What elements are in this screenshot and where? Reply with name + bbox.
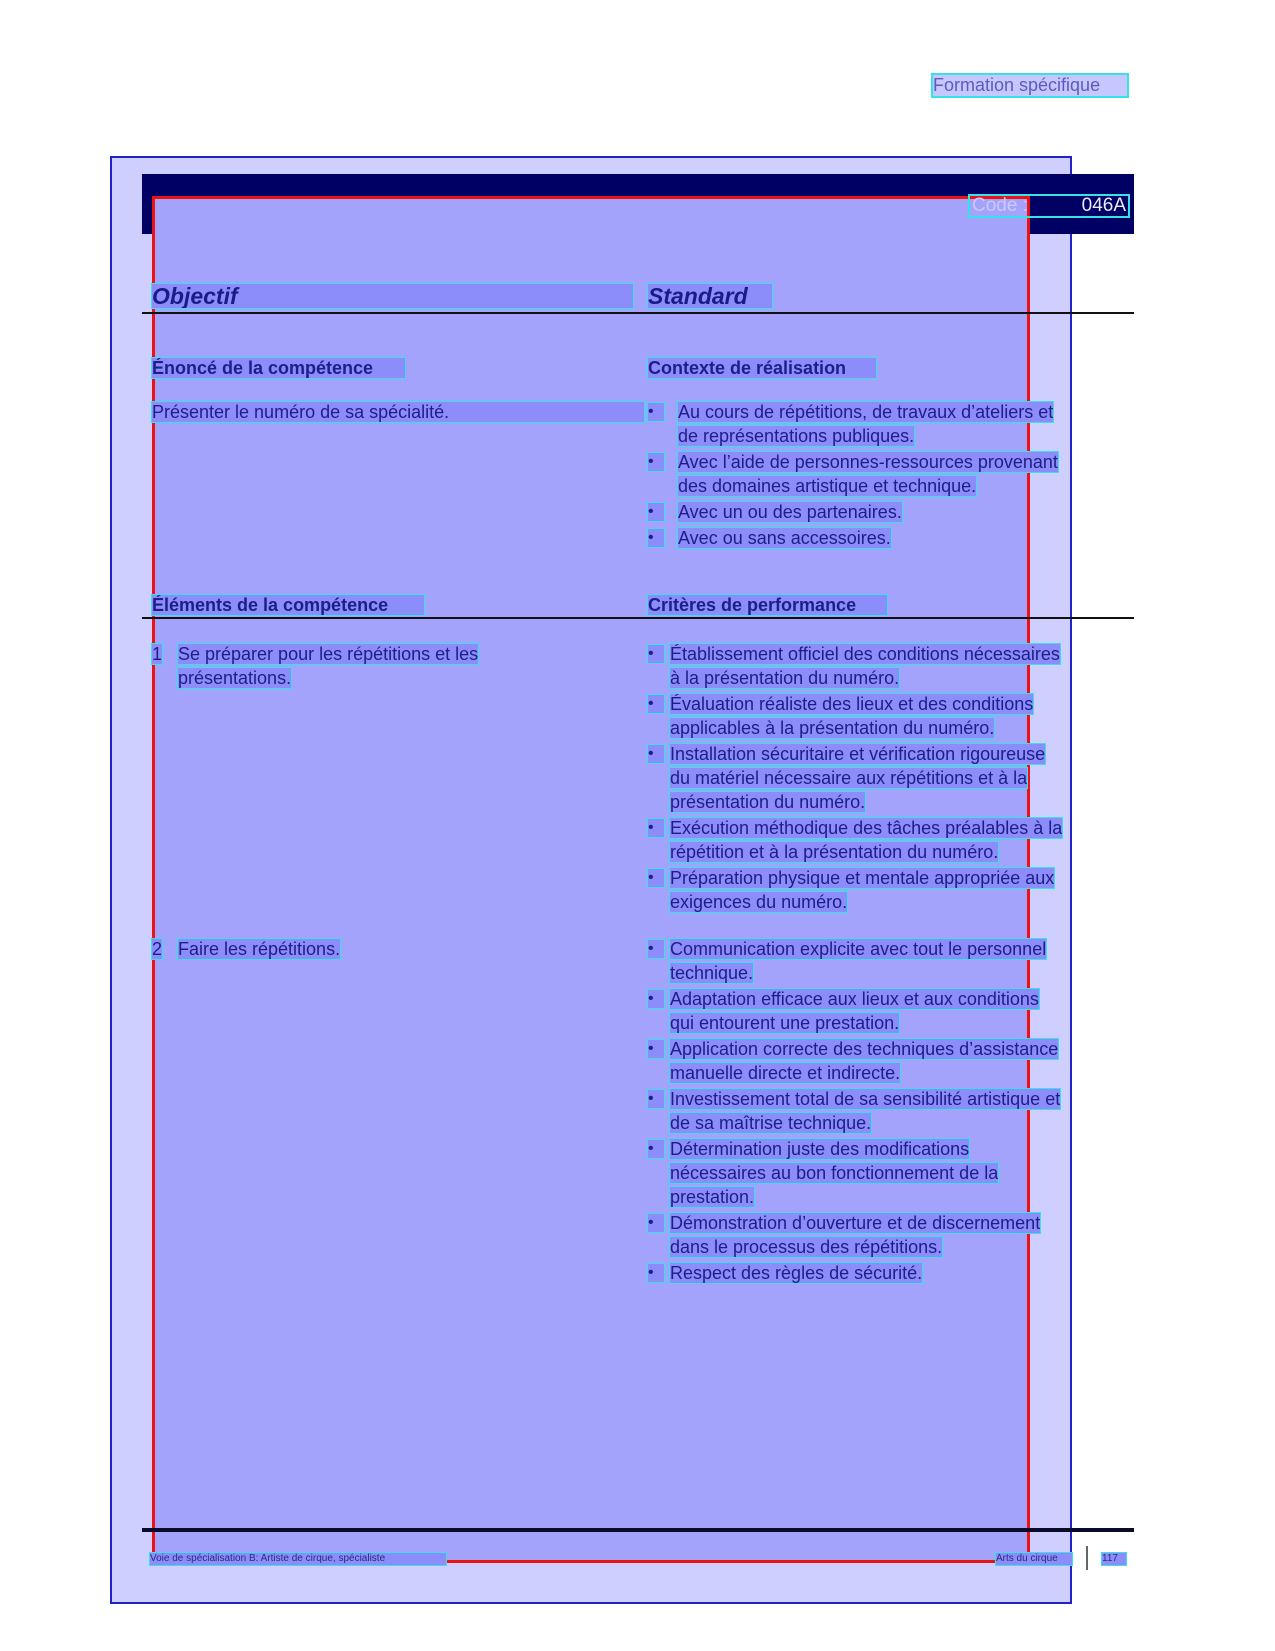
bullet-item [648,1263,1128,1287]
bullet-text-line: Avec un ou des partenaires. [678,502,902,522]
bullet-item [648,1089,1128,1137]
code-label: Code : [972,195,1028,216]
context-list [648,402,1118,552]
element-item [152,644,644,690]
code-row [970,196,1128,216]
bullet-text-line: Avec ou sans accessoires. [678,528,891,548]
bullet-text-line: répétition et à la présentation du numéro. [670,842,999,862]
bullet-text-line: des domaines artistique et technique. [678,476,977,496]
bullet-text-line: Au cours de répétitions, de travaux d’ateliers et [678,402,1054,422]
bullet-icon: • [648,403,664,421]
bullet-text-line: Avec l’aide de personnes-ressources provenant [678,452,1058,472]
elements-heading: Éléments de la compétence [152,595,424,615]
bullet-text-line: dans le processus des répétitions. [670,1237,943,1257]
criteria-list [648,939,1128,1289]
bullet-item [648,989,1128,1037]
bullet-item [648,939,1128,987]
bullet-icon: • [648,453,664,471]
bullet-text-line: Investissement total de sa sensibilité artistique et [670,1089,1061,1109]
bullet-item [648,1139,1128,1211]
bullet-item [648,818,1128,866]
bullet-icon: • [648,940,664,958]
bullet-icon: • [648,645,664,663]
bullet-item [648,502,1118,526]
bullet-text-line: Application correcte des techniques d’assistance [670,1039,1059,1059]
bullet-item [648,452,1118,500]
bullet-item [648,1213,1128,1261]
bullet-item [648,694,1128,742]
bullet-item [648,1039,1128,1087]
bullet-text-line: Communication explicite avec tout le personnel [670,939,1047,959]
bullet-item [648,744,1128,816]
bullet-text-line: manuelle directe et indirecte. [670,1063,901,1083]
bullet-text-line: prestation. [670,1187,755,1207]
bullet-text-line: Préparation physique et mentale appropriée aux [670,868,1055,888]
footer-page-number: 117 [1102,1553,1126,1565]
elements-divider [142,617,1134,619]
bullet-text-line: Adaptation efficace aux lieux et aux conditions [670,989,1039,1009]
bullet-icon: • [648,819,664,837]
bullet-icon: • [648,1040,664,1058]
bullet-text-line: applicables à la présentation du numéro. [670,718,995,738]
bullet-icon: • [648,503,664,521]
bullet-text-line: Évaluation réaliste des lieux et des conditions [670,694,1034,714]
objectif-title: Objectif [152,284,633,308]
bullet-text-line: Exécution méthodique des tâches préalables à la [670,818,1063,838]
bullet-text-line: de représentations publiques. [678,426,915,446]
bullet-item [648,644,1128,692]
bullet-text-line: technique. [670,963,754,983]
footer-rule [142,1528,1134,1532]
element-text-line: Faire les répétitions. [178,939,341,959]
bullet-text-line: qui entourent une prestation. [670,1013,900,1033]
bullet-icon: • [648,869,664,887]
bullet-text-line: de sa maîtrise technique. [670,1113,872,1133]
context-heading: Contexte de réalisation [648,358,876,378]
bullet-text-line: nécessaires au bon fonctionnement de la [670,1163,999,1183]
bullet-text-line: Installation sécuritaire et vérification rigoureuse [670,744,1046,764]
bullet-item [648,402,1118,450]
bullet-icon: • [648,745,664,763]
criteria-list [648,644,1128,914]
element-number: 2 [152,939,163,959]
bullet-icon: • [648,529,664,547]
bullet-icon: • [648,1264,664,1282]
footer-separator [1086,1546,1088,1570]
bullet-icon: • [648,1090,664,1108]
bullet-text-line: Détermination juste des modifications [670,1139,970,1159]
element-text-line: Se préparer pour les répétitions et les [178,644,479,664]
footer-right: Arts du cirque [996,1553,1072,1565]
bullet-text-line: présentation du numéro. [670,792,866,812]
standard-title: Standard [648,284,772,308]
bullet-item [648,868,1128,916]
bullet-icon: • [648,1140,664,1158]
title-divider [142,312,1134,314]
footer-left: Voie de spécialisation B: Artiste de cirque, spécialiste [150,1553,446,1565]
bullet-icon: • [648,990,664,1008]
bullet-text-line: à la présentation du numéro. [670,668,900,688]
statement-heading: Énoncé de la compétence [152,358,405,378]
section-label: Formation spécifique [933,75,1127,96]
bullet-text-line: Respect des règles de sécurité. [670,1263,923,1283]
bullet-icon: • [648,695,664,713]
bullet-text-line: Démonstration d’ouverture et de discernement [670,1213,1041,1233]
bullet-text-line: Établissement officiel des conditions nécessaires [670,644,1060,664]
competence-statement: Présenter le numéro de sa spécialité. [152,402,644,422]
element-item [152,939,644,961]
element-number: 1 [152,644,163,664]
bullet-text-line: exigences du numéro. [670,892,848,912]
criteria-heading: Critères de performance [648,595,887,615]
code-value: 046A [1081,195,1126,216]
bullet-icon: • [648,1214,664,1232]
bullet-item [648,528,1118,552]
bullet-text-line: du matériel nécessaire aux répétitions et à la [670,768,1028,788]
element-text-line: présentations. [178,668,292,688]
